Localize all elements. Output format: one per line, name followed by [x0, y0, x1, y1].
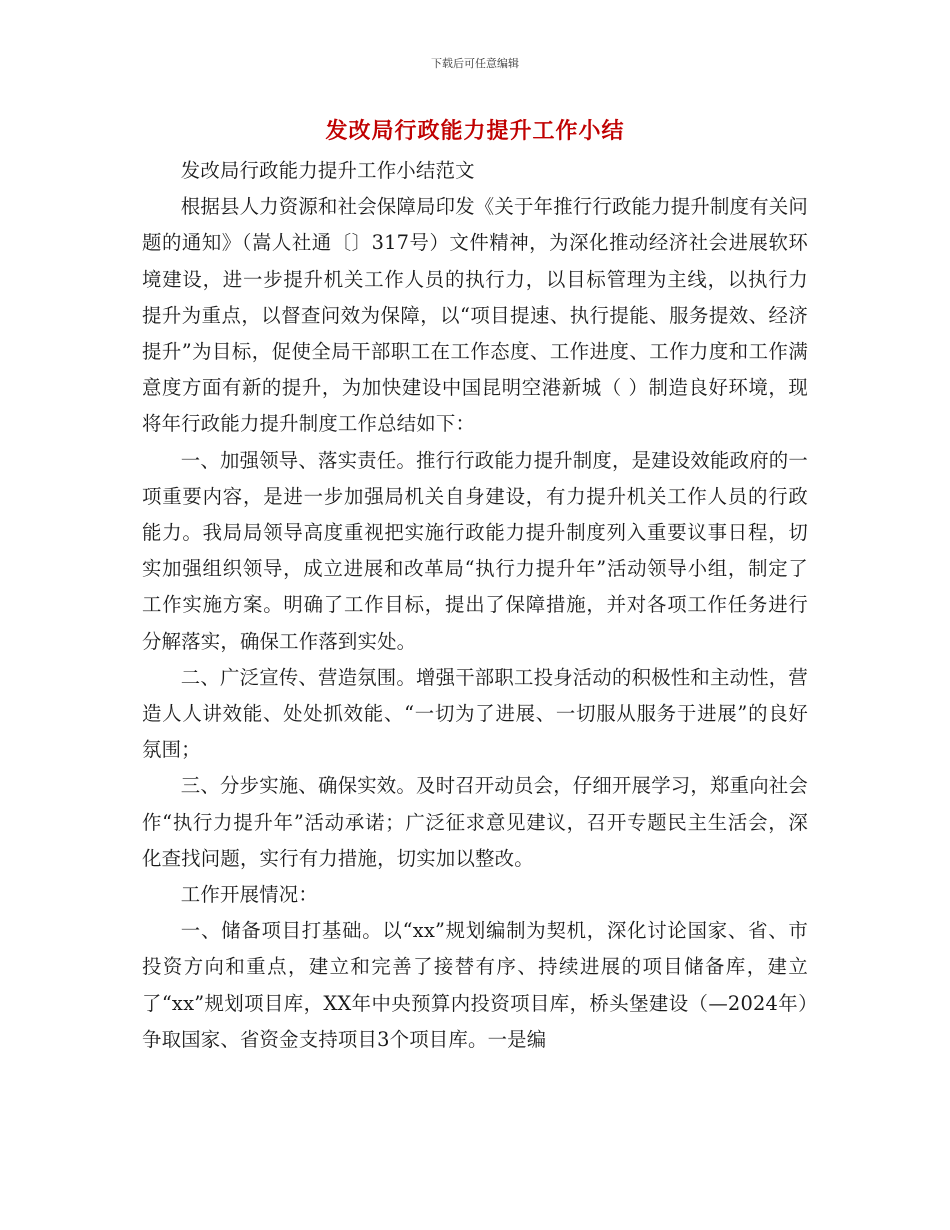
document-body — [142, 153, 808, 1058]
paragraph-subtitle: 发改局行政能力提升工作小结范文 — [180, 159, 475, 182]
paragraph-section-1: 一、加强领导、落实责任。推行行政能力提升制度，是建设效能政府的一项重要内容，是进一步加强局机关自身建设，有力提升机关工作人员的行政能力。我局局领导高度重视把实施行政能力提升制度列入重要议事日程，切实加强组织领导，成立进展和改革局“执行力提升年”活动领导小组，制定了工作实施方案。明确了工作目标，提出了保障措施，并对各项工作任务进行分解落实，确保工作落到实处。 — [142, 448, 808, 653]
paragraph-section-2: 二、广泛宣传、营造氛围。增强干部职工投身活动的积极性和主动性，营造人人讲效能、处处抓效能、“一切为了进展、一切服从服务于进展”的良好氛围； — [142, 665, 808, 762]
paragraph-intro: 根据县人力资源和社会保障局印发《关于年推行行政能力提升制度有关问题的通知》（嵩人社通〔〕317号）文件精神，为深化推动经济社会进展软环境建设，进一步提升机关工作人员的执行力，以目标管理为主线，以执行力提升为重点，以督查问效为保障，以“项目提速、执行提能、服务提效、经济提升”为目标，促使全局干部职工在工作态度、工作进度、工作力度和工作满意度方面有新的提升，为加快建设中国昆明空港新城（ ）制造良好环境，现将年行政能力提升制度工作总结如下： — [142, 195, 808, 436]
paragraph-section-3: 三、分步实施、确保实效。及时召开动员会，仔细开展学习，郑重向社会作“执行力提升年”活动承诺；广泛征求意见建议，召开专题民主生活会，深化查找问题，实行有力措施，切实加以整改。 — [142, 774, 808, 870]
document-title: 发改局行政能力提升工作小结 — [325, 118, 625, 144]
paragraph-work-item-1: 一、储备项目打基础。以“xx”规划编制为契机，深化讨论国家、省、市投资方向和重点，建立和完善了接替有序、持续进展的项目储备库，建立了“xx”规划项目库，XX年中央预算内投资项目库，桥头堡建设（—2024年）争取国家、省资金支持项目3个项目库。一是编 — [142, 919, 808, 1051]
paragraph-work-status-heading: 工作开展情况： — [180, 883, 318, 907]
header-note: 下载后可任意编辑 — [431, 57, 519, 70]
